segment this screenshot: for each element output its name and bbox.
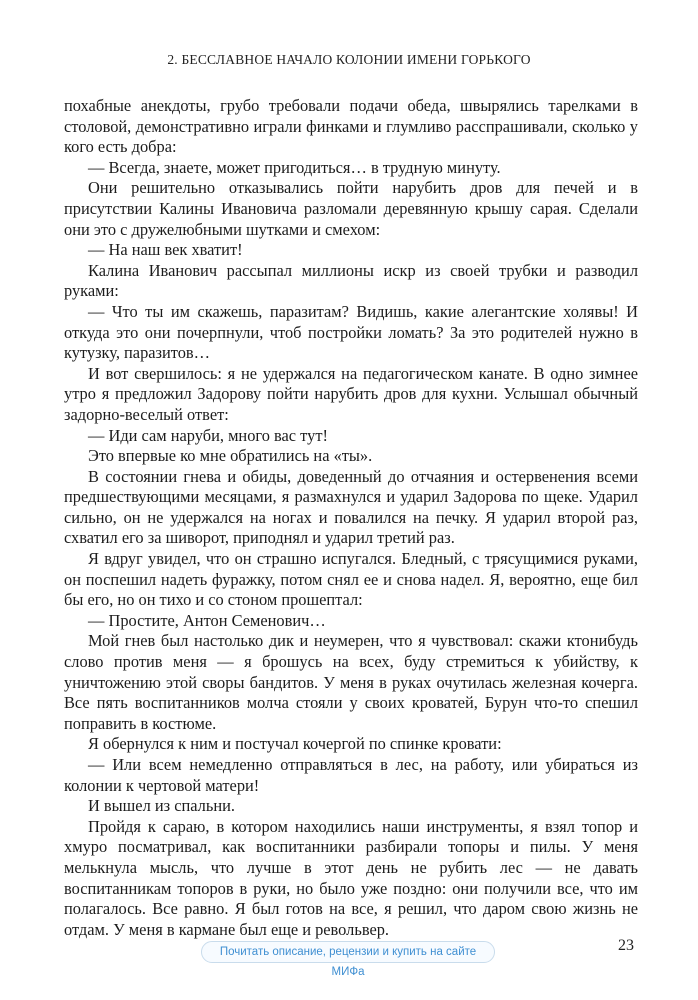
paragraph: В состоянии гнева и обиды, доведенный до отчаяния и остервенения всеми предшествующими месяцами, я размахнулся и ударил Задорова по щеке. Ударил сильно, он не удержался на ногах и повалился на печку. Я ударил второй раз, схватил его за шиворот, приподнял и ударил третий раз. [64, 466, 638, 548]
paragraph: Калина Иванович рассыпал миллионы искр из своей трубки и разводил руками: [64, 260, 638, 301]
paragraph: — На наш век хватит! [88, 240, 243, 260]
page-number: 23 [618, 937, 634, 954]
paragraph: — Всегда, знаете, может пригодиться… в трудную минуту. [88, 157, 501, 177]
paragraph: Это впервые ко мне обратились на «ты». [88, 446, 373, 466]
running-header: 2. БЕССЛАВНОЕ НАЧАЛО КОЛОНИИ ИМЕНИ ГОРЬКОГО [167, 52, 531, 67]
text-body [64, 96, 638, 940]
paragraph: Они решительно отказывались пойти нарубить дров для печей и в присутствии Калины Ивановича разломали деревянную крышу сарая. Сделали они это с дружелюбными шутками и смехом: [64, 178, 638, 239]
paragraph: — Простите, Антон Семенович… [88, 610, 326, 630]
buy-on-mif-link[interactable]: Почитать описание, рецензии и купить на сайте МИФа [201, 941, 495, 963]
paragraph: — Иди сам наруби, много вас тут! [88, 425, 328, 445]
paragraph: Мой гнев был настолько дик и неумерен, что я чувствовал: скажи ктонибудь слово против меня — я брошусь на всех, буду стремиться к убийству, к уничтожению этой своры бандитов. У меня в руках очутилась железная кочерга. Все пять воспитанников молча стояли у своих кроватей, Бурун что-то спешил поправить в костюме. [64, 631, 638, 733]
paragraph: похабные анекдоты, грубо требовали подачи обеда, швырялись тарелками в столовой, демонстративно играли финками и глумливо расспрашивали, сколько у кого есть добра: [64, 96, 638, 157]
paragraph: Я обернулся к ним и постучал кочергой по спинке кровати: [88, 734, 502, 754]
paragraph: — Что ты им скажешь, паразитам? Видишь, какие алегантские холявы! И откуда это они почерпнули, чтоб постройки ломать? За это родителей нужно в кутузку, паразитов… [64, 301, 638, 363]
paragraph: — Или всем немедленно отправляться в лес, на работу, или убираться из колонии к чертовой матери! [64, 755, 638, 795]
paragraph: Пройдя к сараю, в котором находились наши инструменты, я взял топор и хмуро посматривал, как воспитанники разбирали топоры и пилы. У меня мелькнула мысль, что лучше в этот день не рубить лес — не давать воспитанникам топоров в руки, но было уже поздно: они получили все, что им полагалось. Все равно. Я был готов на все, я решил, что даром свою жизнь не отдам. У меня в кармане был еще и револьвер. [64, 816, 638, 939]
paragraph: Я вдруг увидел, что он страшно испугался. Бледный, с трясущимися руками, он поспешил надеть фуражку, потом снял ее и снова надел. Я, вероятно, еще бил бы его, но он тихо и со стоном прошептал: [64, 549, 638, 610]
paragraph: И вот свершилось: я не удержался на педагогическом канате. В одно зимнее утро я предложил Задорову пойти нарубить дров для кухни. Услышал обычный задорно-веселый ответ: [64, 363, 638, 424]
paragraph: И вышел из спальни. [88, 796, 235, 816]
